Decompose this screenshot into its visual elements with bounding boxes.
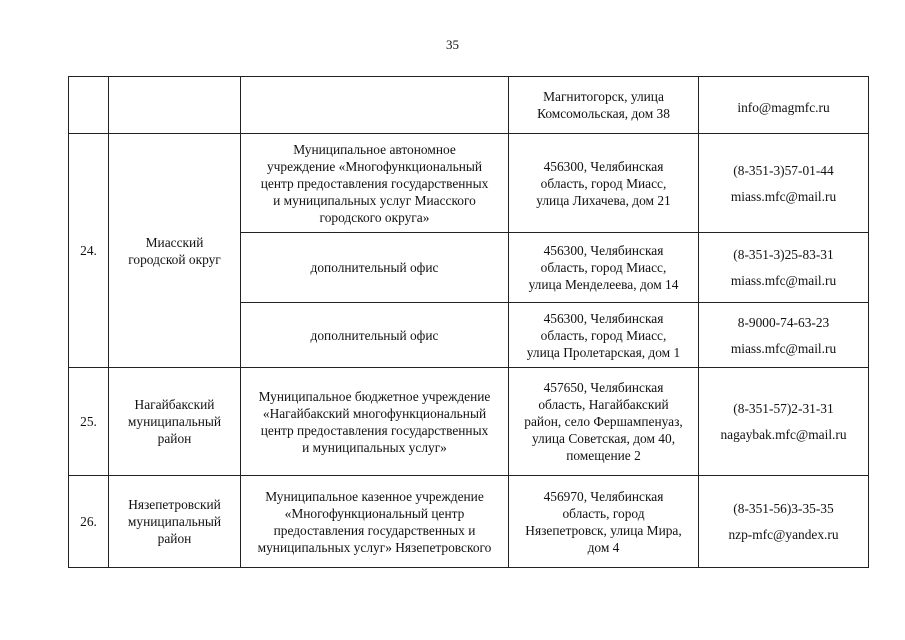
cell-organization [241, 77, 509, 134]
address-line: область, Нагайбакский [538, 397, 669, 412]
district-line: Миасский [145, 234, 204, 250]
address-line: улица Лихачева, дом 21 [536, 192, 671, 208]
address-line: район, село Фершампенуаз, [524, 414, 683, 429]
address-line: улица Пролетарская, дом 1 [526, 344, 681, 360]
address-line: 456970, Челябинская [543, 488, 664, 504]
address-line: Магнитогорск, улица [543, 89, 664, 104]
address [509, 233, 699, 303]
address-line: 456300, Челябинская [543, 243, 664, 258]
district-line: муниципальный [127, 514, 222, 529]
address-line: дом 4 [587, 539, 620, 555]
address-line: область, город Миасс, [540, 327, 667, 343]
phone-text: 8-9000-74-63-23 [737, 314, 830, 330]
contacts [699, 476, 869, 568]
address-line: Комсомольская, дом 38 [537, 106, 670, 121]
org-line: Муниципальное бюджетное учреждение [258, 388, 491, 404]
organization-name [241, 368, 509, 476]
address-line: область, город Миасс, [540, 260, 667, 275]
org-line: Муниципальное автономное [293, 141, 456, 157]
org-line: Муниципальное казенное учреждение [265, 488, 484, 504]
address-line: Нязепетровск, улица Мира, [525, 522, 682, 538]
org-line: дополнительный офис [310, 327, 439, 343]
email-text: nzp-mfc@yandex.ru [728, 527, 839, 542]
page-number: 35 [446, 37, 459, 52]
mfc-directory-table [68, 76, 869, 568]
district-name [109, 368, 241, 476]
phone-text: (8-351-3)25-83-31 [733, 247, 834, 262]
district-line: Нязепетровский [128, 497, 221, 512]
district-name [109, 476, 241, 568]
district-line: муниципальный [127, 414, 222, 429]
contacts [699, 303, 869, 368]
email-text: nagaybak.mfc@mail.ru [720, 427, 847, 442]
address [509, 368, 699, 476]
row-number: 24. [69, 134, 109, 368]
phone-text: (8-351-3)57-01-44 [733, 162, 834, 178]
org-line: городского округа» [319, 209, 430, 225]
address-line: улица Советская, дом 40, [531, 431, 676, 446]
org-line: и муниципальных услуг» [302, 439, 447, 455]
table-row [69, 476, 869, 568]
district-line: район [157, 431, 192, 446]
org-line: муниципальных услуг» Нязепетровского [257, 539, 492, 555]
email-text: info@magmfc.ru [737, 99, 830, 115]
address-line: 457650, Челябинская [543, 380, 664, 395]
address-line: улица Менделеева, дом 14 [528, 277, 679, 292]
address-line: 456300, Челябинская [543, 310, 664, 326]
cell-address [509, 77, 699, 134]
district-line: район [157, 531, 192, 546]
address [509, 476, 699, 568]
org-line: предоставления государственных и [273, 522, 476, 538]
contacts [699, 233, 869, 303]
cell-num [69, 77, 109, 134]
org-line: центр предоставления государственных [260, 422, 489, 438]
org-line: дополнительный офис [310, 260, 439, 275]
email-text: miass.mfc@mail.ru [730, 340, 837, 356]
contacts [699, 134, 869, 233]
district-line: Нагайбакский [134, 397, 215, 412]
address-line: помещение 2 [566, 448, 641, 463]
address-line: область, город Миасс, [540, 175, 667, 191]
phone-text: (8-351-56)3-35-35 [733, 501, 834, 516]
address [509, 134, 699, 233]
org-line: учреждение «Многофункциональный [266, 158, 483, 174]
org-line: и муниципальных услуг Миасского [273, 192, 476, 208]
organization-name [241, 303, 509, 368]
district-line: городской округ [128, 251, 221, 267]
row-number: 26. [69, 476, 109, 568]
org-line: «Многофункциональный центр [284, 505, 465, 521]
table-row [69, 134, 869, 233]
table-row [69, 368, 869, 476]
address [509, 303, 699, 368]
cell-district [109, 77, 241, 134]
address-line: 456300, Челябинская [543, 158, 664, 174]
email-text: miass.mfc@mail.ru [730, 188, 837, 204]
address-line: область, город [562, 505, 645, 521]
organization-name [241, 233, 509, 303]
org-line: центр предоставления государственных [260, 175, 489, 191]
cell-contacts [699, 77, 869, 134]
row-number: 25. [69, 368, 109, 476]
contacts [699, 368, 869, 476]
org-line: «Нагайбакский многофункциональный [262, 405, 487, 421]
phone-text: (8-351-57)2-31-31 [733, 401, 834, 416]
email-text: miass.mfc@mail.ru [730, 273, 837, 288]
district-name [109, 134, 241, 368]
organization-name [241, 476, 509, 568]
organization-name [241, 134, 509, 233]
table-row-continuation [69, 77, 869, 134]
